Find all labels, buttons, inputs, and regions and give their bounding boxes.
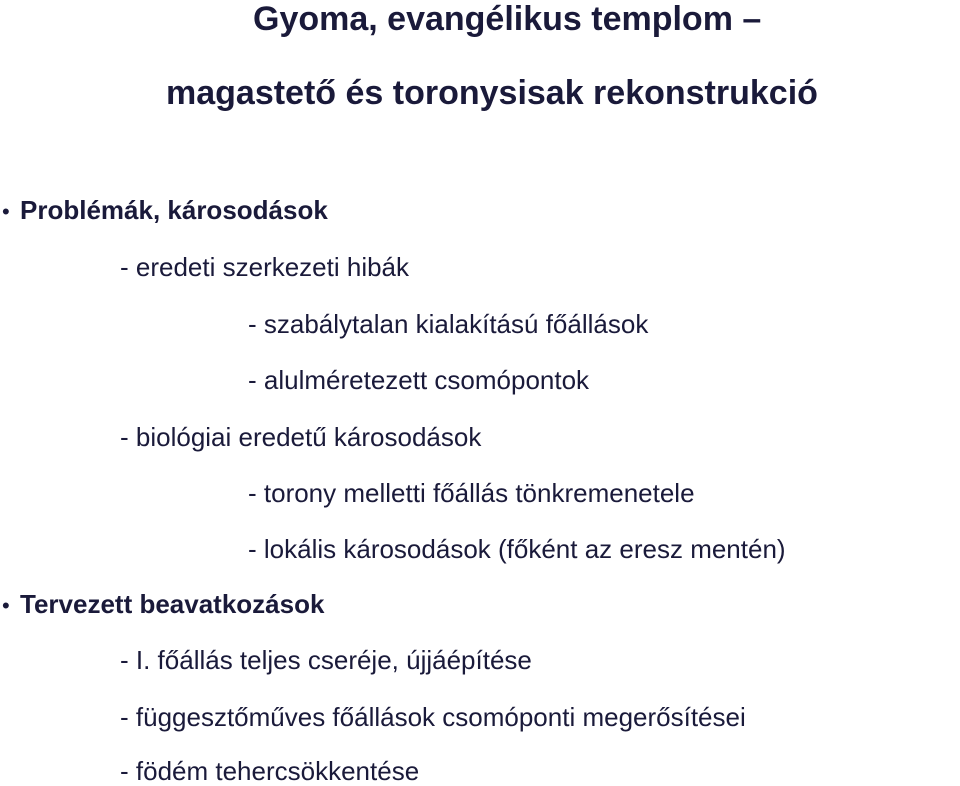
list-item: - függesztőműves főállások csomóponti megerősítései: [120, 702, 746, 732]
list-item: - födém tehercsökkentése: [120, 756, 420, 786]
section-heading-text: Problémák, károsodások: [20, 195, 328, 225]
list-item: - alulméretezett csomópontok: [248, 365, 590, 395]
section-heading-interventions: [2, 591, 324, 617]
section-heading-problems: [2, 197, 328, 223]
list-item: - biológiai eredetű károsodások: [120, 422, 482, 452]
list-item: - lokális károsodások (főként az eresz mentén): [248, 534, 786, 564]
section-heading-text: Tervezett beavatkozások: [20, 589, 325, 619]
list-item: - torony melletti főállás tönkremenetele: [248, 478, 695, 508]
list-item: - szabálytalan kialakítású főállások: [248, 309, 649, 339]
bullet-icon: •: [2, 593, 10, 618]
title-line-2: magastető és toronysisak rekonstrukció: [166, 74, 818, 112]
title-line-1: Gyoma, evangélikus templom –: [253, 0, 762, 38]
list-item: - I. főállás teljes cseréje, újjáépítése: [120, 645, 532, 675]
list-item: - eredeti szerkezeti hibák: [120, 252, 410, 282]
bullet-icon: •: [2, 199, 10, 224]
